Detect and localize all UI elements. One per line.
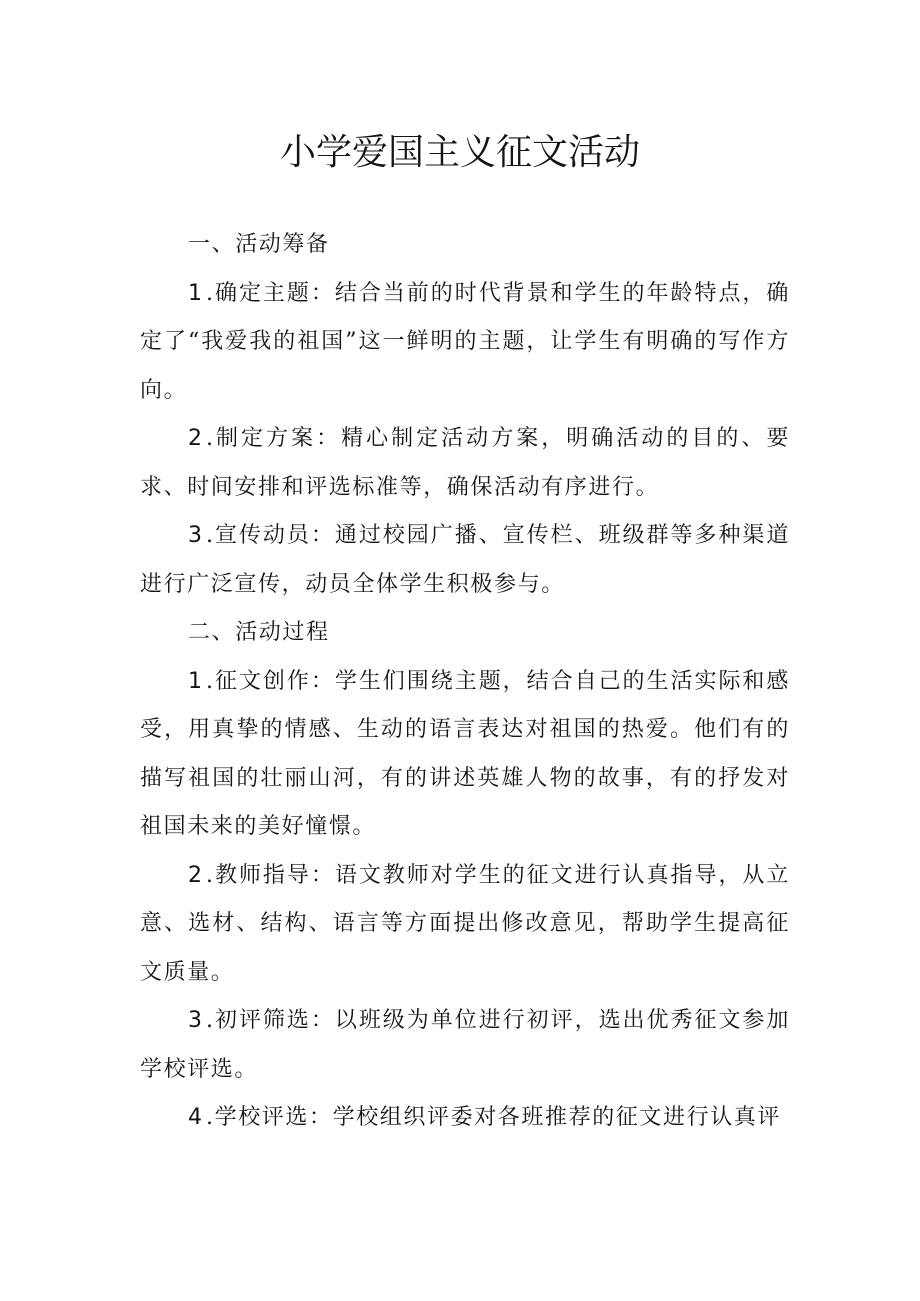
paragraph-text: .征文创作：学生们围绕主题，结合自己的生活实际和感受，用真挚的情感、生动的语言表达对祖国的热爱。他们有的描写祖国的壮丽山河，有的讲述英雄人物的故事，有的抒发对祖国未来的美好憧憬。 xyxy=(140,668,790,839)
paragraph-text: .宣传动员：通过校园广播、宣传栏、班级群等多种渠道进行广泛宣传，动员全体学生积极参与。 xyxy=(140,523,790,597)
paragraph-text: .学校评选：学校组织评委对各班推荐的征文进行认真评 xyxy=(206,1105,781,1130)
paragraph xyxy=(140,658,790,852)
paragraph xyxy=(140,852,790,998)
paragraph xyxy=(140,512,790,609)
paragraph-text: .确定主题：结合当前的时代背景和学生的年龄特点，确定了“我爱我的祖国”这一鲜明的主题，让学生有明确的写作方向。 xyxy=(140,280,790,403)
item-number: 2 xyxy=(188,426,202,451)
item-number: 3 xyxy=(188,1008,202,1033)
item-number: 2 xyxy=(188,862,202,888)
paragraph-text: .教师指导：语文教师对学生的征文进行认真指导，从立意、选材、结构、语言等方面提出修改意见，帮助学生提高征文质量。 xyxy=(140,862,790,985)
item-number: 3 xyxy=(188,523,202,548)
section-heading: 一、活动筹备 xyxy=(188,232,330,257)
item-number: 1 xyxy=(188,280,202,306)
item-number: 4 xyxy=(188,1105,202,1130)
document-title: 小学爱国主义征文活动 xyxy=(279,132,640,173)
document-body xyxy=(140,221,790,1143)
paragraph-text: .制定方案：精心制定活动方案，明确活动的目的、要求、时间安排和评选标准等，确保活动有序进行。 xyxy=(140,426,790,500)
paragraph-text: .初评筛选：以班级为单位进行初评，选出优秀征文参加学校评选。 xyxy=(140,1008,790,1082)
section-heading: 二、活动过程 xyxy=(188,620,330,645)
item-number: 1 xyxy=(188,668,202,694)
paragraph xyxy=(140,1094,790,1143)
paragraph xyxy=(140,270,790,416)
paragraph xyxy=(140,997,790,1094)
paragraph xyxy=(140,415,790,512)
